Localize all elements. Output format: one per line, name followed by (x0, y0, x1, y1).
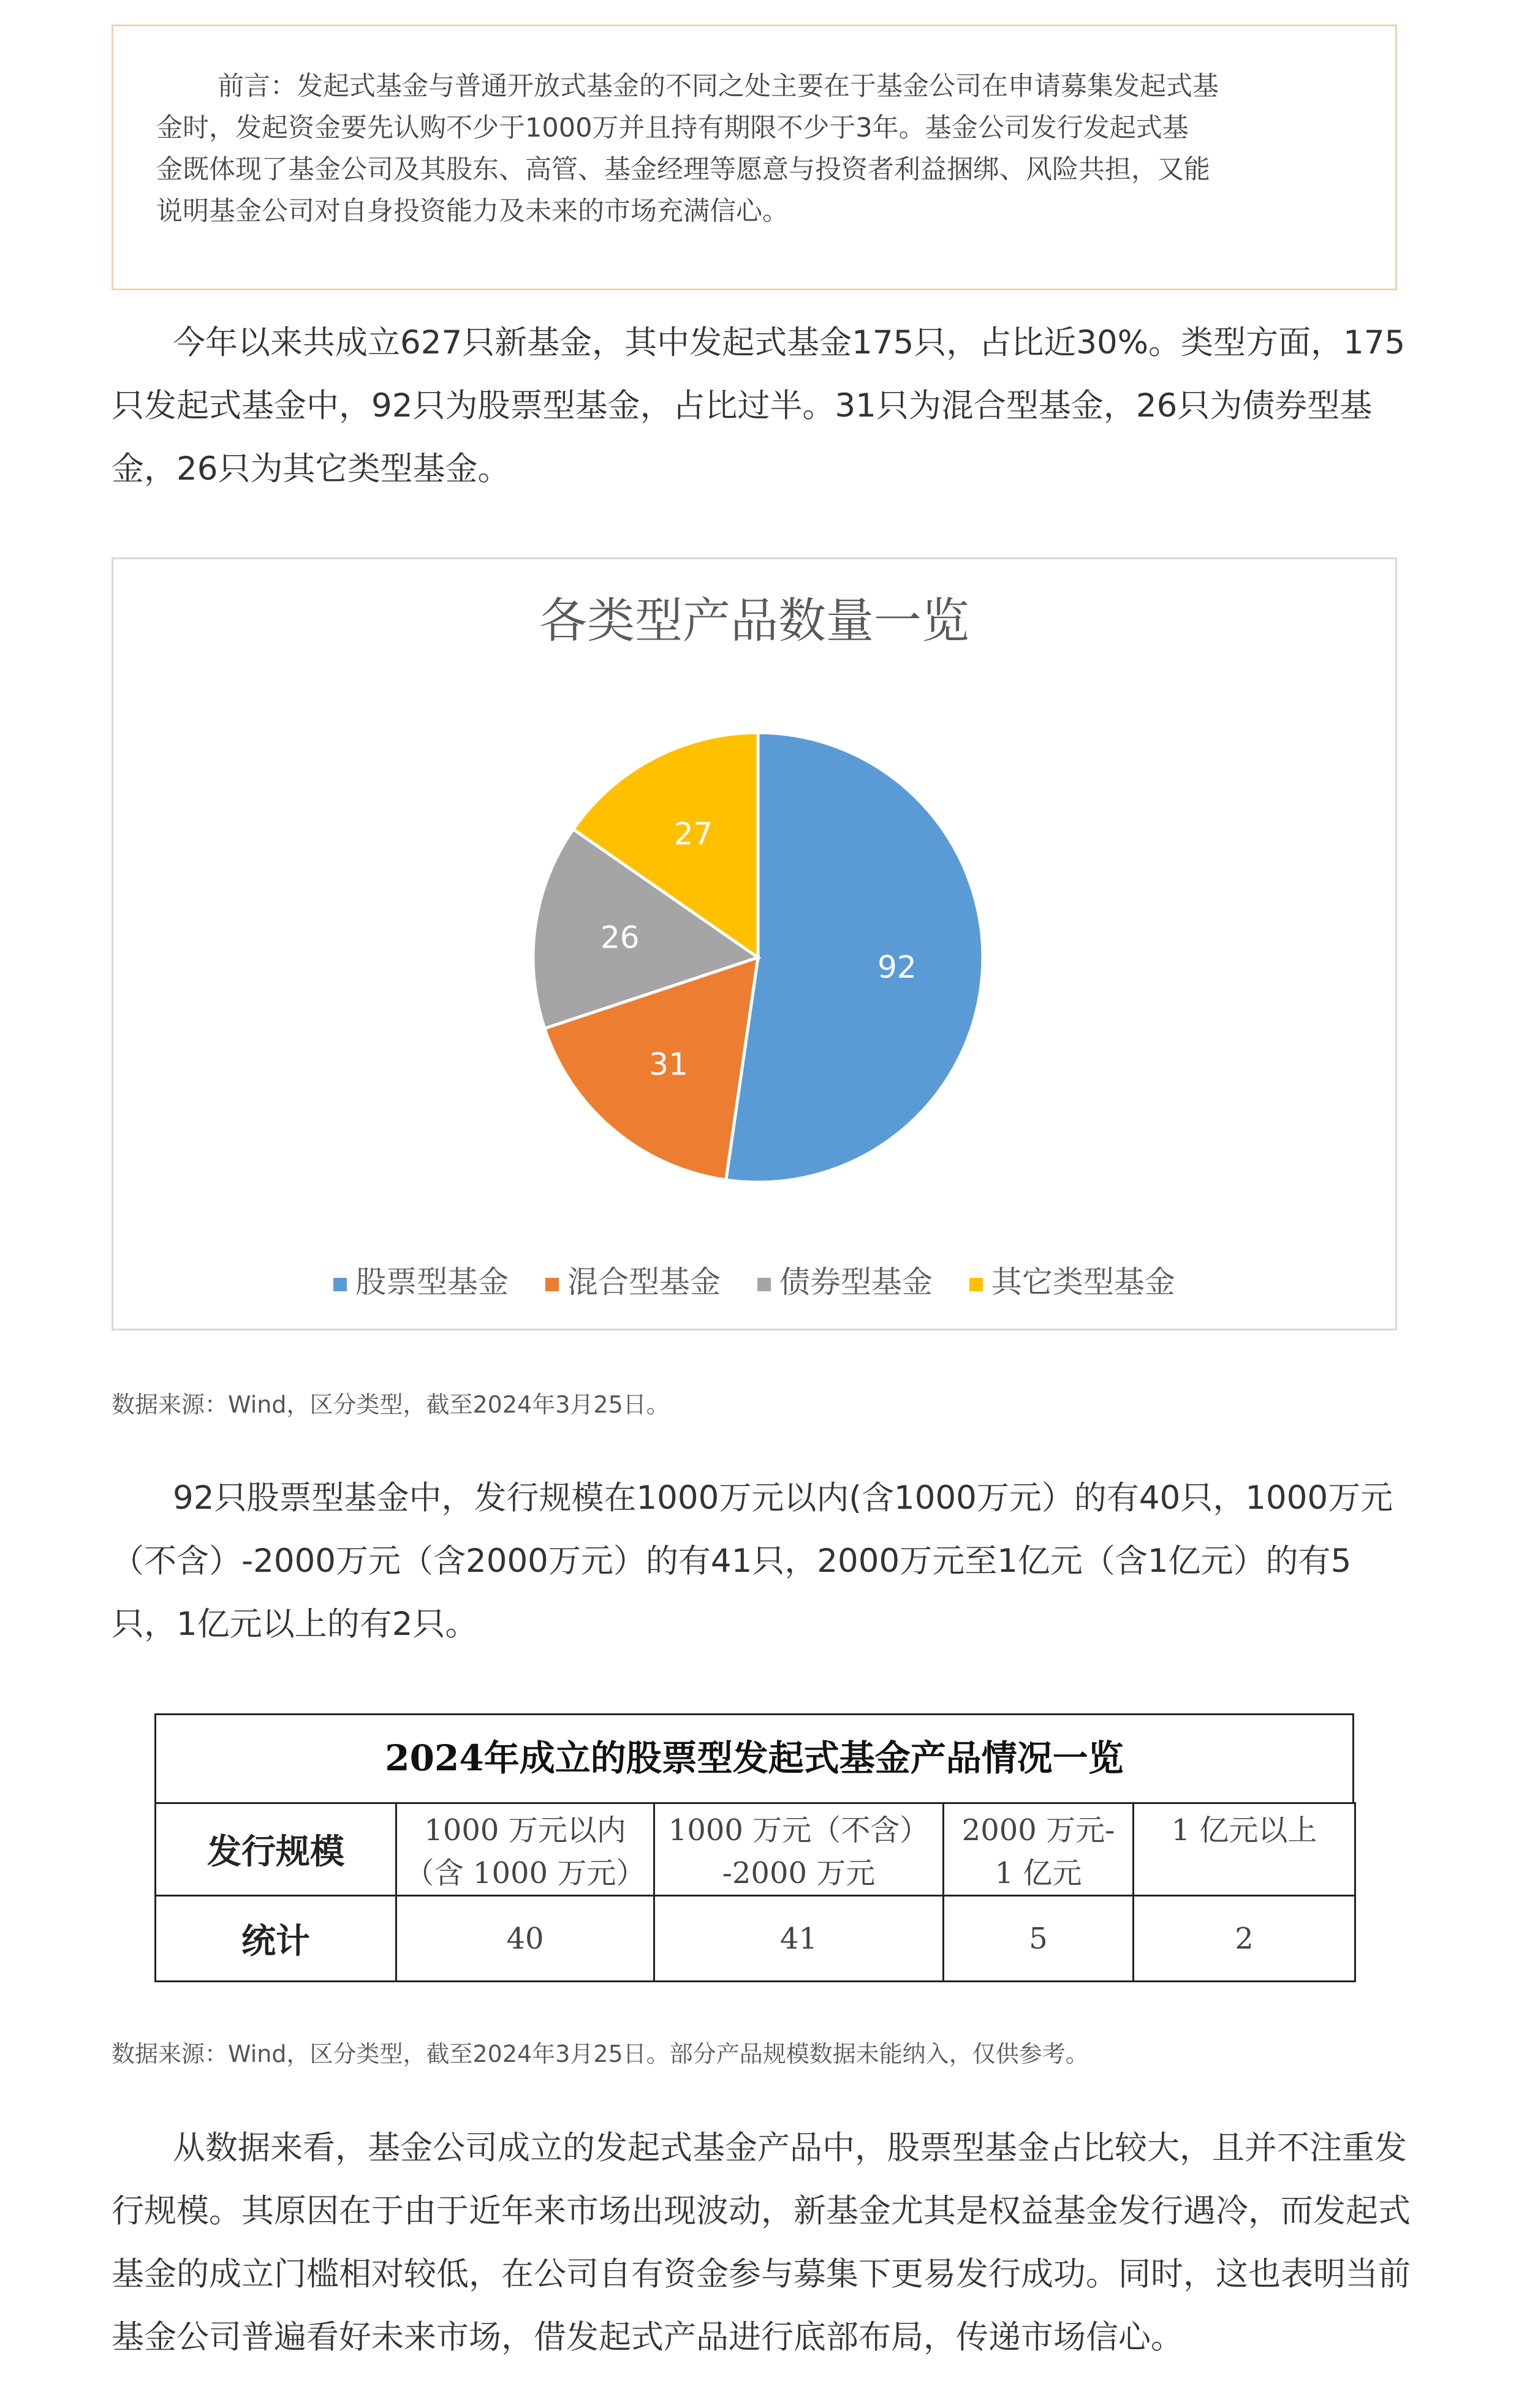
paragraph-line: 行规模。其原因在于由于近年来市场出现波动，新基金尤其是权益基金发行遇冷，而发起式 (112, 2192, 1411, 2230)
preface-line: 金既体现了基金公司及其股东、高管、基金经理等愿意与投资者利益捆绑、风险共担，又能 (156, 154, 1210, 185)
legend-swatch-mixed (545, 1278, 559, 1291)
preface-line: 前言：发起式基金与普通开放式基金的不同之处主要在于基金公司在申请募集发起式基 (218, 71, 1219, 102)
row-header-scale: 发行规模 (156, 1803, 396, 1896)
pie-data-label: 31 (649, 1046, 688, 1082)
fund-scale-table (154, 1802, 1356, 1982)
legend-item-stock (333, 1258, 509, 1302)
chart-legend (113, 1258, 1395, 1302)
column-header (396, 1803, 654, 1896)
paragraph-line: 基金的成立门槛相对较低，在公司自有资金参与募集下更易发行成功。同时，这也表明当前 (112, 2255, 1411, 2293)
column-header-line: -2000 万元 (722, 1856, 876, 1890)
table-title: 2024年成立的股票型发起式基金产品情况一览 (154, 1713, 1354, 1802)
legend-label: 混合型基金 (567, 1264, 721, 1300)
preface-line: 说明基金公司对自身投资能力及未来的市场充满信心。 (156, 196, 789, 227)
legend-label: 股票型基金 (355, 1264, 509, 1300)
data-source-note: 数据来源：Wind，区分类型，截至2024年3月25日。部分产品规模数据未能纳入，仅供参考。 (112, 2040, 1089, 2067)
data-source-note: 数据来源：Wind，区分类型，截至2024年3月25日。 (112, 1391, 670, 1418)
column-header-line: 1000 万元（不含） (668, 1813, 930, 1848)
table-row (156, 1803, 1355, 1896)
column-header (1134, 1803, 1355, 1896)
paragraph-line: 92只股票型基金中，发行规模在1000万元以内(含1000万元）的有40只，1000万元 (173, 1479, 1393, 1517)
column-header (944, 1803, 1134, 1896)
legend-swatch-stock (333, 1278, 347, 1291)
pie-chart (113, 559, 1395, 1233)
column-header-line: 1 亿元以上 (1171, 1813, 1317, 1848)
paragraph-line: 只，1亿元以上的有2只。 (112, 1606, 478, 1643)
table-row (156, 1896, 1355, 1982)
pie-slice-stock (726, 733, 983, 1182)
paragraph-line: 基金公司普遍看好未来市场，借发起式产品进行底部布局，传递市场信心。 (112, 2319, 1183, 2356)
legend-item-other (969, 1258, 1175, 1302)
table-cell: 2 (1134, 1896, 1355, 1982)
paragraph-line: （不含）-2000万元（含2000万元）的有41只，2000万元至1亿元（含1亿元）的有5 (112, 1542, 1352, 1580)
pie-data-label: 26 (600, 919, 640, 956)
legend-swatch-other (969, 1278, 983, 1291)
column-header-line: （含 1000 万元） (404, 1856, 646, 1890)
table-cell: 5 (944, 1896, 1134, 1982)
pie-data-label: 27 (673, 816, 713, 852)
pie-chart-panel (112, 557, 1397, 1330)
paragraph-line: 今年以来共成立627只新基金，其中发起式基金175只，占比近30%。类型方面，175 (173, 324, 1406, 361)
legend-swatch-bond (757, 1278, 771, 1291)
column-header-line: 1 亿元 (994, 1856, 1082, 1890)
legend-label: 其它类型基金 (991, 1264, 1175, 1300)
chart-title: 各类型产品数量一览 (539, 594, 969, 649)
table-cell: 41 (654, 1896, 944, 1982)
paragraph-line: 从数据来看，基金公司成立的发起式基金产品中，股票型基金占比较大，且并不注重发 (173, 2129, 1407, 2167)
column-header-line: 2000 万元- (961, 1813, 1115, 1848)
paragraph-line: 只发起式基金中，92只为股票型基金，占比过半。31只为混合型基金，26只为债券型基 (112, 387, 1373, 425)
row-header-count: 统计 (156, 1896, 396, 1982)
column-header (654, 1803, 944, 1896)
preface-box (112, 25, 1397, 290)
legend-item-mixed (545, 1258, 721, 1302)
column-header-line: 1000 万元以内 (424, 1813, 626, 1848)
legend-label: 债券型基金 (779, 1264, 933, 1300)
preface-line: 金时，发起资金要先认购不少于1000万并且持有期限不少于3年。基金公司发行发起式基 (156, 113, 1189, 143)
paragraph-line: 金，26只为其它类型基金。 (112, 450, 510, 488)
table-cell: 40 (396, 1896, 654, 1982)
legend-item-bond (757, 1258, 933, 1302)
pie-data-label: 92 (877, 949, 917, 986)
